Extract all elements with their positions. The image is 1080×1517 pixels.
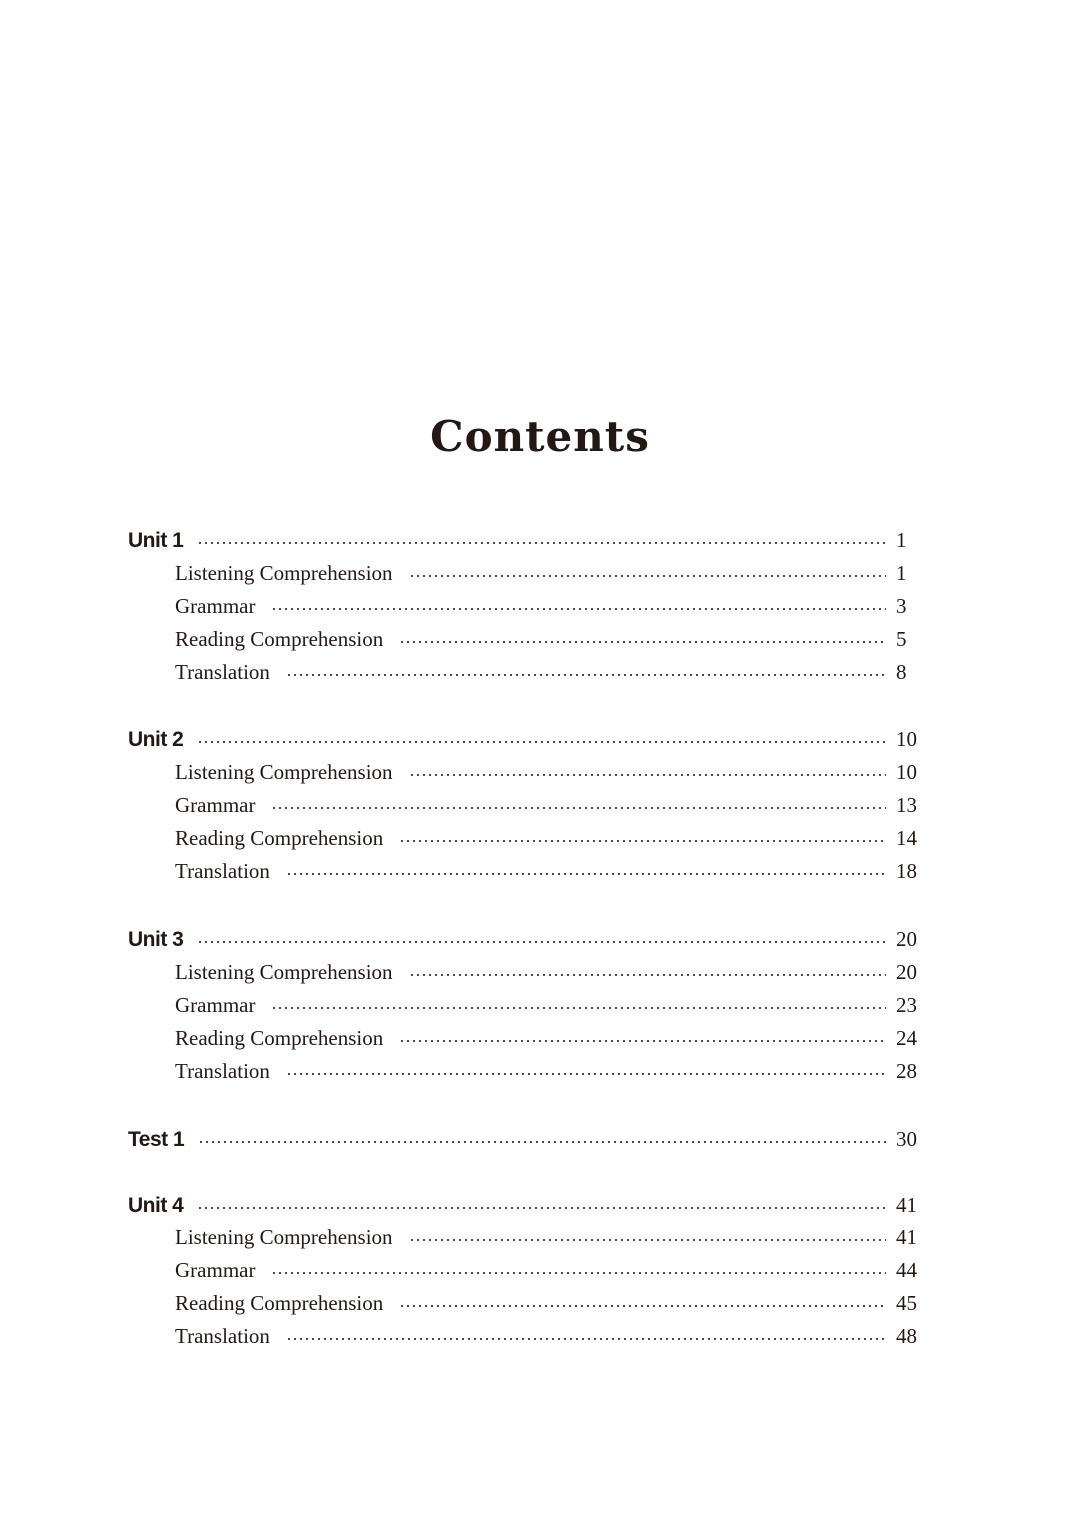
toc-item-label: Reading Comprehension (175, 1291, 384, 1315)
dot-leader (271, 807, 886, 809)
dot-leader (271, 1007, 886, 1009)
dot-leader (197, 741, 886, 743)
toc-item-unit-4-listening[interactable] (175, 1221, 930, 1254)
toc-page-number: 10 (896, 760, 917, 784)
toc-item-unit-2-reading[interactable] (175, 822, 930, 855)
toc-item-label: Translation (175, 859, 270, 883)
dot-leader (409, 1239, 886, 1241)
toc-page-number: 18 (896, 859, 917, 883)
dot-leader (409, 774, 886, 776)
toc-section-label: Unit 1 (128, 528, 184, 552)
dot-leader (198, 1141, 886, 1143)
toc-page-number: 8 (896, 660, 907, 684)
toc-section-label: Test 1 (128, 1127, 185, 1151)
dot-leader (286, 674, 886, 676)
toc-section-label: Unit 4 (128, 1193, 184, 1217)
toc-section-unit-4[interactable] (128, 1189, 930, 1222)
toc-item-unit-3-grammar[interactable] (175, 989, 930, 1022)
toc-section-label: Unit 2 (128, 727, 184, 751)
toc-page-number: 5 (896, 627, 907, 651)
toc-page-number: 30 (896, 1127, 917, 1151)
dot-leader (271, 608, 886, 610)
toc-page-number: 24 (896, 1026, 917, 1050)
toc-item-unit-2-grammar[interactable] (175, 789, 930, 822)
toc-item-unit-3-reading[interactable] (175, 1022, 930, 1055)
dot-leader (286, 1073, 886, 1075)
toc-page-number: 41 (896, 1225, 917, 1249)
toc-page-number: 20 (896, 927, 917, 951)
dot-leader (399, 840, 886, 842)
toc-item-unit-1-translation[interactable] (175, 656, 930, 689)
toc-section-unit-2[interactable] (128, 723, 930, 756)
toc-item-unit-4-reading[interactable] (175, 1287, 930, 1320)
page-title: Contents (430, 412, 650, 461)
toc-item-label: Grammar (175, 793, 256, 817)
toc-section-unit-1[interactable] (128, 524, 930, 557)
toc-page-number: 1 (896, 561, 907, 585)
dot-leader (197, 941, 886, 943)
toc-page-number: 3 (896, 594, 907, 618)
dot-leader (399, 1305, 886, 1307)
toc-item-label: Grammar (175, 594, 256, 618)
toc-section-unit-3[interactable] (128, 923, 930, 956)
toc-item-label: Listening Comprehension (175, 1225, 393, 1249)
dot-leader (399, 641, 886, 643)
dot-leader (399, 1040, 886, 1042)
dot-leader (271, 1272, 886, 1274)
dot-leader (286, 1338, 886, 1340)
toc-item-label: Translation (175, 660, 270, 684)
toc-item-unit-1-listening[interactable] (175, 557, 930, 590)
toc-item-unit-2-listening[interactable] (175, 756, 930, 789)
toc-page-number: 20 (896, 960, 917, 984)
toc-item-label: Reading Comprehension (175, 627, 384, 651)
toc-item-unit-3-listening[interactable] (175, 956, 930, 989)
toc-item-label: Reading Comprehension (175, 1026, 384, 1050)
toc-item-unit-2-translation[interactable] (175, 855, 930, 888)
toc-section-label: Unit 3 (128, 927, 184, 951)
dot-leader (409, 575, 886, 577)
toc-page-number: 48 (896, 1324, 917, 1348)
toc-item-label: Grammar (175, 993, 256, 1017)
dot-leader (409, 974, 886, 976)
toc-page-number: 10 (896, 727, 917, 751)
dot-leader (197, 542, 886, 544)
toc-page-number: 13 (896, 793, 917, 817)
toc-page-number: 1 (896, 528, 907, 552)
toc-item-unit-1-reading[interactable] (175, 623, 930, 656)
toc-item-label: Reading Comprehension (175, 826, 384, 850)
toc-item-unit-4-grammar[interactable] (175, 1254, 930, 1287)
toc-item-unit-4-translation[interactable] (175, 1320, 930, 1353)
toc-page-number: 45 (896, 1291, 917, 1315)
toc-item-label: Listening Comprehension (175, 760, 393, 784)
toc-item-unit-3-translation[interactable] (175, 1055, 930, 1088)
toc-page-number: 28 (896, 1059, 917, 1083)
toc-section-test-1[interactable] (128, 1123, 930, 1156)
toc-item-label: Listening Comprehension (175, 960, 393, 984)
dot-leader (286, 873, 886, 875)
toc-page-number: 41 (896, 1193, 917, 1217)
dot-leader (197, 1207, 886, 1209)
toc-item-label: Grammar (175, 1258, 256, 1282)
toc-item-label: Translation (175, 1324, 270, 1348)
toc-page-number: 14 (896, 826, 917, 850)
toc-item-label: Listening Comprehension (175, 561, 393, 585)
toc-page-number: 44 (896, 1258, 917, 1282)
toc-page-number: 23 (896, 993, 917, 1017)
toc-item-label: Translation (175, 1059, 270, 1083)
toc-item-unit-1-grammar[interactable] (175, 590, 930, 623)
